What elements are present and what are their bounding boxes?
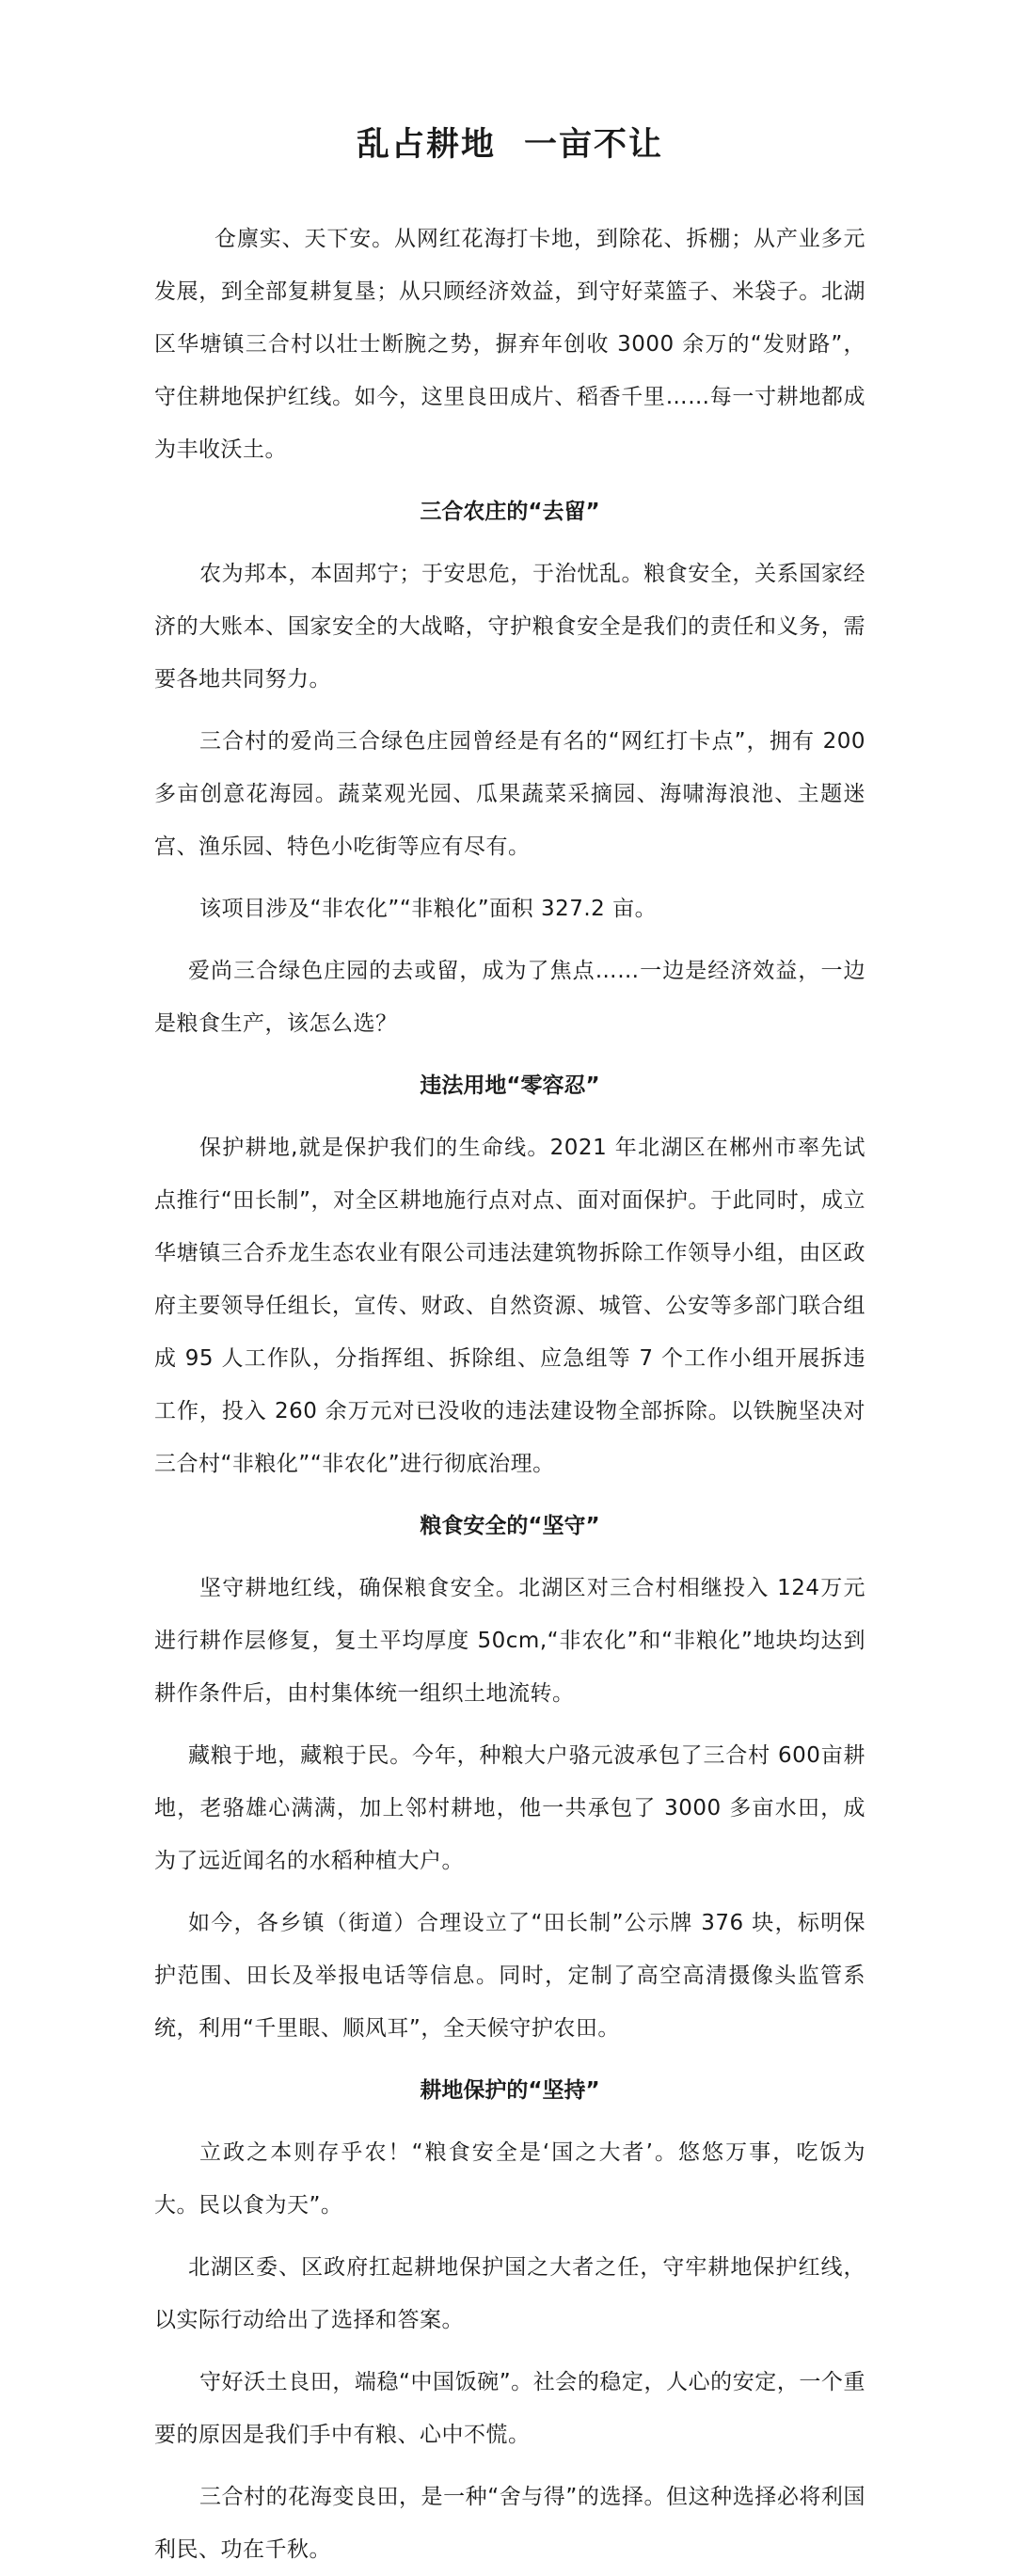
body-paragraph: 如今，各乡镇（街道）合理设立了“田长制”公示牌 376 块，标明保护范围、田长及举报电话等信息。同时，定制了高空高清摄像头监管系统，利用“千里眼、顺风耳”，全天候守护农田。 [154, 1911, 865, 2041]
body-paragraph: 保护耕地,就是保护我们的生命线。2021 年北湖区在郴州市率先试点推行“田长制”，对全区耕地施行点对点、面对面保护。于此同时，成立华塘镇三合乔龙生态农业有限公司违法建筑物拆除工作领导小组，由区政府主要领导任组长，宣传、财政、自然资源、城管、公安等多部门联合组成 95 人工作队，分指挥组、拆除组、应急组等 7 个工作小组开展拆违工作，投入 260 余万元对已没收的违法建设物全部拆除。以铁腕坚决对三合村“非粮化”“非农化”进行彻底治理。 [154, 1136, 865, 1476]
title-part-1: 乱占耕地 [356, 126, 496, 164]
article-title [154, 124, 865, 166]
section-heading: 耕地保护的“坚持” [420, 2078, 600, 2103]
body-paragraph: 藏粮于地，藏粮于民。今年，种粮大户骆元波承包了三合村 600亩耕地，老骆雄心满满，加上邻村耕地，他一共承包了 3000 多亩水田，成为了远近闻名的水稻种植大户。 [154, 1743, 865, 1873]
section-heading: 三合农庄的“去留” [420, 500, 600, 524]
body-paragraph: 该项目涉及“非农化”“非粮化”面积 327.2 亩。 [199, 897, 658, 921]
body-paragraph: 农为邦本，本固邦宁；于安思危，于治忧乱。粮食安全，关系国家经济的大账本、国家安全的大战略，守护粮食安全是我们的责任和义务，需要各地共同努力。 [154, 562, 865, 692]
body-paragraph: 守好沃土良田，端稳“中国饭碗”。社会的稳定，人心的安定，一个重要的原因是我们手中有粮、心中不慌。 [154, 2370, 865, 2447]
section-heading: 粮食安全的“坚守” [420, 1514, 600, 1538]
body-paragraph: 三合村的爱尚三合绿色庄园曾经是有名的“网红打卡点”，拥有 200多亩创意花海园。蔬菜观光园、瓜果蔬菜采摘园、海啸海浪池、主题迷宫、渔乐园、特色小吃街等应有尽有。 [154, 729, 865, 859]
article-body [154, 213, 865, 2576]
body-paragraph: 立政之本则存乎农！“粮食安全是‘国之大者’。悠悠万事，吃饭为大。民以食为天”。 [154, 2140, 865, 2218]
section-heading: 违法用地“零容忍” [420, 1073, 600, 1098]
title-part-2: 一亩不让 [524, 126, 664, 164]
intro-paragraph: 仓廪实、天下安。从网红花海打卡地，到除花、拆棚；从产业多元发展，到全部复耕复垦；从只顾经济效益，到守好菜篮子、米袋子。北湖区华塘镇三合村以壮士断腕之势，摒弃年创收 3000 余万的“发财路”，守住耕地保护红线。如今，这里良田成片、稻香千里……每一寸耕地都成为丰收沃土。 [154, 227, 865, 462]
body-paragraph: 北湖区委、区政府扛起耕地保护国之大者之任，守牢耕地保护红线，以实际行动给出了选择和答案。 [154, 2255, 865, 2332]
body-paragraph: 坚守耕地红线，确保粮食安全。北湖区对三合村相继投入 124万元进行耕作层修复，复土平均厚度 50cm,“非农化”和“非粮化”地块均达到耕作条件后，由村集体统一组织土地流转。 [154, 1576, 865, 1706]
body-paragraph: 爱尚三合绿色庄园的去或留，成为了焦点……一边是经济效益，一边是粮食生产，该怎么选？ [154, 959, 865, 1036]
body-paragraph: 三合村的花海变良田，是一种“舍与得”的选择。但这种选择必将利国利民、功在千秋。 [154, 2485, 865, 2562]
